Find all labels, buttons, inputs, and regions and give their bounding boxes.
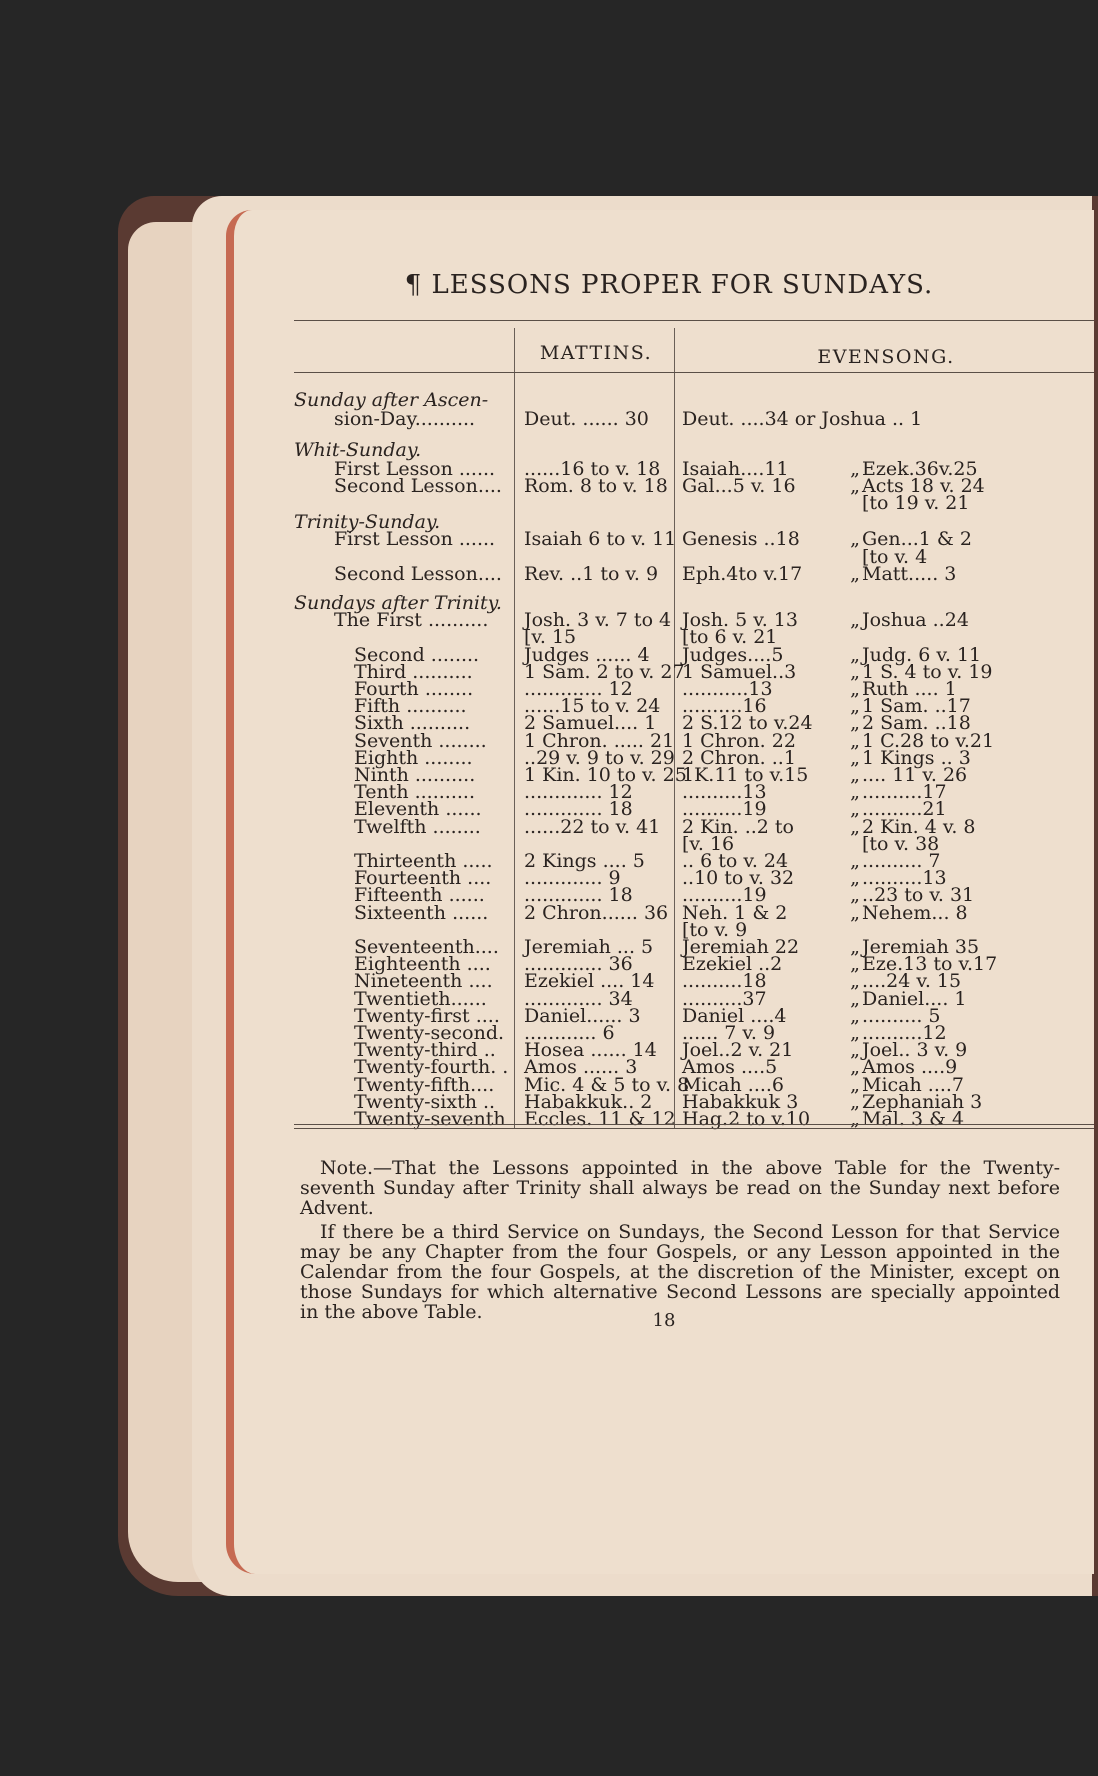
ditto-mark: „: [850, 763, 860, 786]
evensong-first-lesson: ...... 7 v. 9: [682, 1021, 776, 1044]
evensong-second-lesson: ....24 v. 15: [862, 970, 962, 993]
ditto-mark: „: [850, 746, 860, 769]
evensong-first-lesson: Ezekiel ..2: [682, 953, 783, 976]
evensong-second-lesson: Jeremiah 35: [862, 935, 980, 958]
table-bottom-rule: [294, 1124, 1094, 1125]
book-page: [226, 210, 1094, 1574]
row-label: Twelfth ........: [354, 815, 481, 838]
row-label: Sundays after Trinity.: [294, 591, 502, 614]
mattins-lesson: [v. 15: [524, 626, 577, 649]
evensong-first-lesson: Micah ....6: [682, 1073, 785, 1096]
mattins-lesson: Josh. 3 v. 7 to 4: [524, 609, 672, 632]
evensong-first-lesson: 1K.11 to v.15: [682, 763, 809, 786]
ditto-mark: „: [850, 562, 860, 585]
row-label: First Lesson ......: [334, 528, 496, 551]
evensong-first-lesson: Amos ....5: [682, 1056, 778, 1079]
row-label: Whit-Sunday.: [294, 438, 422, 461]
evensong-first-lesson: Eph.4to v.17: [682, 562, 803, 585]
evensong-first-lesson: ..........13: [682, 781, 767, 804]
mattins-lesson: ............. 9: [524, 867, 621, 890]
ditto-mark: „: [850, 712, 860, 735]
ditto-mark: „: [850, 1056, 860, 1079]
evensong-second-lesson: Ruth .... 1: [862, 677, 957, 700]
page-number: 18: [652, 1310, 676, 1331]
evensong-header: EVENSONG.: [817, 346, 955, 368]
header-rule: [294, 372, 1094, 373]
mattins-lesson: Hosea ...... 14: [524, 1039, 657, 1062]
title-rule: [294, 320, 1094, 321]
row-label: Fifteenth ......: [354, 884, 485, 907]
evensong-second-lesson: 1 C.28 to v.21: [862, 729, 995, 752]
ditto-mark: „: [850, 901, 860, 924]
mattins-lesson: ............ 6: [524, 1021, 615, 1044]
evensong-first-lesson: [to 6 v. 21: [682, 626, 778, 649]
mattins-lesson: ............. 12: [524, 781, 633, 804]
table-bottom-rule-2: [294, 1128, 1094, 1129]
evensong-first-lesson: ...........13: [682, 677, 773, 700]
evensong-second-lesson: Matt..... 3: [862, 562, 957, 585]
evensong-second-lesson: ..........17: [862, 781, 947, 804]
evensong-first-lesson: ..........19: [682, 884, 767, 907]
evensong-first-lesson: Hag.2 to v.10: [682, 1107, 811, 1130]
mattins-lesson: Judges ...... 4: [524, 643, 650, 666]
row-label: The First ..........: [334, 609, 489, 632]
evensong-second-lesson: 1 S. 4 to v. 19: [862, 660, 993, 683]
mattins-lesson: ............. 18: [524, 884, 633, 907]
mattins-lesson: Rev. ..1 to v. 9: [524, 562, 659, 585]
evensong-first-lesson: Joel..2 v. 21: [682, 1039, 794, 1062]
evensong-first-lesson: 2 Kin. ..2 to: [682, 815, 794, 838]
row-label: Thirteenth .....: [354, 849, 493, 872]
evensong-first-lesson: Habakkuk 3: [682, 1090, 799, 1113]
ditto-mark: „: [850, 970, 860, 993]
evensong-first-lesson: ..........37: [682, 987, 767, 1010]
mattins-header: MATTINS.: [539, 342, 653, 364]
mattins-lesson: ......15 to v. 24: [524, 695, 661, 718]
mattins-lesson: 1 Sam. 2 to v. 27: [524, 660, 685, 683]
mattins-lesson: Isaiah 6 to v. 11: [524, 528, 677, 551]
row-label: Sunday after Ascen-: [294, 389, 489, 411]
ditto-mark: „: [850, 867, 860, 890]
ditto-mark: „: [850, 643, 860, 666]
ditto-mark: „: [850, 1039, 860, 1062]
evensong-second-lesson: Zephaniah 3: [862, 1090, 983, 1113]
row-label: Ninth ..........: [354, 763, 476, 786]
row-label: Twenty-first ....: [354, 1004, 500, 1027]
mattins-lesson: 1 Chron. ..... 21: [524, 729, 675, 752]
mattins-lesson: Habakkuk.. 2: [524, 1090, 653, 1113]
row-label: Twenty-fourth. .: [354, 1056, 509, 1079]
ditto-mark: „: [850, 528, 860, 551]
row-label: Fourteenth ....: [354, 867, 492, 890]
evensong-second-lesson: [to v. 4: [862, 545, 928, 568]
evensong-second-lesson: Mal. 3 & 4: [862, 1107, 965, 1130]
evensong-second-lesson: Daniel.... 1: [862, 987, 967, 1010]
evensong-second-lesson: ..........12: [862, 1021, 947, 1044]
note-block: [300, 1158, 1060, 1326]
evensong-first-lesson: ..10 to v. 32: [682, 867, 795, 890]
mattins-lesson: Deut. ...... 30: [524, 407, 649, 430]
ditto-mark: „: [850, 475, 860, 497]
row-label: Twenty-second.: [354, 1021, 505, 1044]
row-label: sion-Day..........: [334, 407, 476, 430]
ditto-mark: „: [850, 695, 860, 718]
row-label: Sixteenth ......: [354, 901, 489, 924]
evensong-first-lesson: 1 Chron. 22: [682, 729, 796, 752]
evensong-first-lesson: .. 6 to v. 24: [682, 849, 789, 872]
evensong-second-lesson: Judg. 6 v. 11: [862, 643, 982, 666]
lessons-table: [234, 389, 1094, 1130]
ditto-mark: „: [850, 677, 860, 700]
ditto-mark: „: [850, 457, 860, 480]
evensong-second-lesson: Joshua ..24: [862, 609, 969, 632]
mattins-lesson: Jeremiah ... 5: [524, 935, 654, 958]
row-label: Twenty-third ..: [354, 1039, 496, 1062]
ditto-mark: „: [850, 953, 860, 976]
evensong-second-lesson: 1 Kings .. 3: [862, 746, 971, 769]
ditto-mark: „: [850, 1107, 860, 1130]
evensong-second-lesson: Amos ....9: [862, 1056, 958, 1079]
evensong-first-lesson: 2 Chron. ..1: [682, 746, 796, 769]
evensong-first-lesson: Genesis ..18: [682, 528, 800, 551]
evensong-second-lesson: 2 Kin. 4 v. 8: [862, 815, 976, 838]
evensong-second-lesson: ..........13: [862, 867, 947, 890]
row-label: Sixth ..........: [354, 712, 471, 735]
mattins-lesson: Ezekiel .... 14: [524, 970, 655, 993]
evensong-first-lesson: ..........18: [682, 970, 767, 993]
ditto-mark: „: [850, 849, 860, 872]
evensong-second-lesson: 1 Sam. ..17: [862, 695, 971, 718]
evensong-first-lesson: 1 Samuel..3: [682, 660, 797, 683]
mattins-lesson: Amos ...... 3: [524, 1056, 638, 1079]
mattins-lesson: 1 Kin. 10 to v. 25: [524, 763, 687, 786]
ditto-mark: „: [850, 729, 860, 752]
evensong-first-lesson: Daniel ....4: [682, 1004, 787, 1027]
row-label: Eighteenth ....: [354, 953, 491, 976]
row-label: Trinity-Sunday.: [294, 511, 441, 534]
ditto-mark: „: [850, 798, 860, 821]
evensong-second-lesson: Gen...1 & 2: [862, 528, 972, 551]
mattins-lesson: ......16 to v. 18: [524, 457, 661, 480]
row-label: Second Lesson....: [334, 475, 502, 497]
row-label: Seventeenth....: [354, 935, 499, 958]
evensong-second-lesson: .......... 5: [862, 1004, 941, 1027]
evensong-first-lesson: Judges....5: [682, 643, 784, 666]
mattins-lesson: 2 Kings .... 5: [524, 849, 645, 872]
page-title: ¶ LESSONS PROPER FOR SUNDAYS.: [404, 270, 934, 300]
evensong-second-lesson: Eze.13 to v.17: [862, 953, 998, 976]
row-label: Twenty-seventh: [354, 1107, 506, 1130]
row-label: Second Lesson....: [334, 562, 502, 585]
evensong-first-lesson: [to v. 9: [682, 918, 748, 941]
ditto-mark: „: [850, 609, 860, 632]
evensong-second-lesson: Nehem... 8: [862, 901, 968, 924]
mattins-lesson: Daniel...... 3: [524, 1004, 641, 1027]
row-label: Twentieth......: [354, 987, 487, 1010]
ditto-mark: „: [850, 935, 860, 958]
ditto-mark: „: [850, 815, 860, 838]
note-paragraph-1: Note.—That the Lessons appointed in the above Table for the Twenty-seventh Sunday after Trinity shall always be read on the Sunday next before Advent.: [300, 1157, 1060, 1219]
evensong-first-lesson: [v. 16: [682, 832, 735, 855]
evensong-second-lesson: 2 Sam. ..18: [862, 712, 971, 735]
evensong-first-lesson: Josh. 5 v. 13: [682, 609, 798, 632]
row-label: Twenty-fifth....: [354, 1073, 495, 1096]
evensong-second-lesson: [to 19 v. 21: [862, 492, 970, 515]
ditto-mark: „: [850, 1090, 860, 1113]
ditto-mark: „: [850, 660, 860, 683]
row-label: Third ..........: [354, 660, 473, 683]
evensong-second-lesson: Acts 18 v. 24: [862, 475, 985, 497]
evensong-second-lesson: Ezek.36v.25: [862, 457, 978, 480]
mattins-lesson: ............. 34: [524, 987, 633, 1010]
mattins-lesson: Eccles. 11 & 12: [524, 1107, 676, 1130]
evensong-first-lesson: Deut. ....34 or Joshua .. 1: [682, 407, 923, 430]
ditto-mark: „: [850, 1004, 860, 1027]
ditto-mark: „: [850, 1021, 860, 1044]
evensong-second-lesson: [to v. 38: [862, 832, 940, 855]
mattins-lesson: ............. 18: [524, 798, 633, 821]
evensong-second-lesson: .... 11 v. 26: [862, 763, 968, 786]
mattins-lesson: ..29 v. 9 to v. 29: [524, 746, 675, 769]
row-label: Tenth ..........: [354, 781, 475, 804]
row-label: Seventh ........: [354, 729, 487, 752]
ditto-mark: „: [850, 987, 860, 1010]
evensong-second-lesson: Joel.. 3 v. 9: [862, 1039, 968, 1062]
evensong-first-lesson: ..........19: [682, 798, 767, 821]
row-label: Fourth ........: [354, 677, 474, 700]
mattins-lesson: ............. 36: [524, 953, 633, 976]
row-label: Eleventh ......: [354, 798, 482, 821]
evensong-second-lesson: .......... 7: [862, 849, 941, 872]
note-paragraph-2: If there be a third Service on Sundays, the Second Lesson for that Service may be any Chapter from the four Gospels, or any Lesson appointed in the Calendar from the four Gospels, at the discretion of the Minister, except on those Sundays for which alternative Second Lessons are specially appointed in the above Table.: [300, 1221, 1060, 1323]
evensong-second-lesson: ..23 to v. 31: [862, 884, 975, 907]
mattins-lesson: 2 Chron...... 36: [524, 901, 669, 924]
evensong-first-lesson: Jeremiah 22: [682, 935, 800, 958]
row-label: Twenty-sixth ..: [354, 1090, 496, 1113]
mattins-lesson: Rom. 8 to v. 18: [524, 475, 668, 497]
row-label: Fifth ..........: [354, 695, 467, 718]
evensong-first-lesson: Isaiah....11: [682, 457, 789, 480]
row-label: Second ........: [354, 643, 480, 666]
row-label: Eighth ........: [354, 746, 473, 769]
ditto-mark: „: [850, 781, 860, 804]
evensong-first-lesson: Gal...5 v. 16: [682, 475, 796, 497]
mattins-lesson: 2 Samuel.... 1: [524, 712, 657, 735]
row-label: First Lesson ......: [334, 457, 496, 480]
evensong-second-lesson: ..........21: [862, 798, 947, 821]
evensong-first-lesson: ..........16: [682, 695, 767, 718]
evensong-second-lesson: Micah ....7: [862, 1073, 965, 1096]
row-label: Nineteenth ....: [354, 970, 493, 993]
mattins-lesson: ......22 to v. 41: [524, 815, 661, 838]
mattins-lesson: Mic. 4 & 5 to v. 8: [524, 1073, 690, 1096]
mattins-lesson: ............. 12: [524, 677, 633, 700]
ditto-mark: „: [850, 884, 860, 907]
evensong-first-lesson: Neh. 1 & 2: [682, 901, 788, 924]
ditto-mark: „: [850, 1073, 860, 1096]
evensong-first-lesson: 2 S.12 to v.24: [682, 712, 813, 735]
